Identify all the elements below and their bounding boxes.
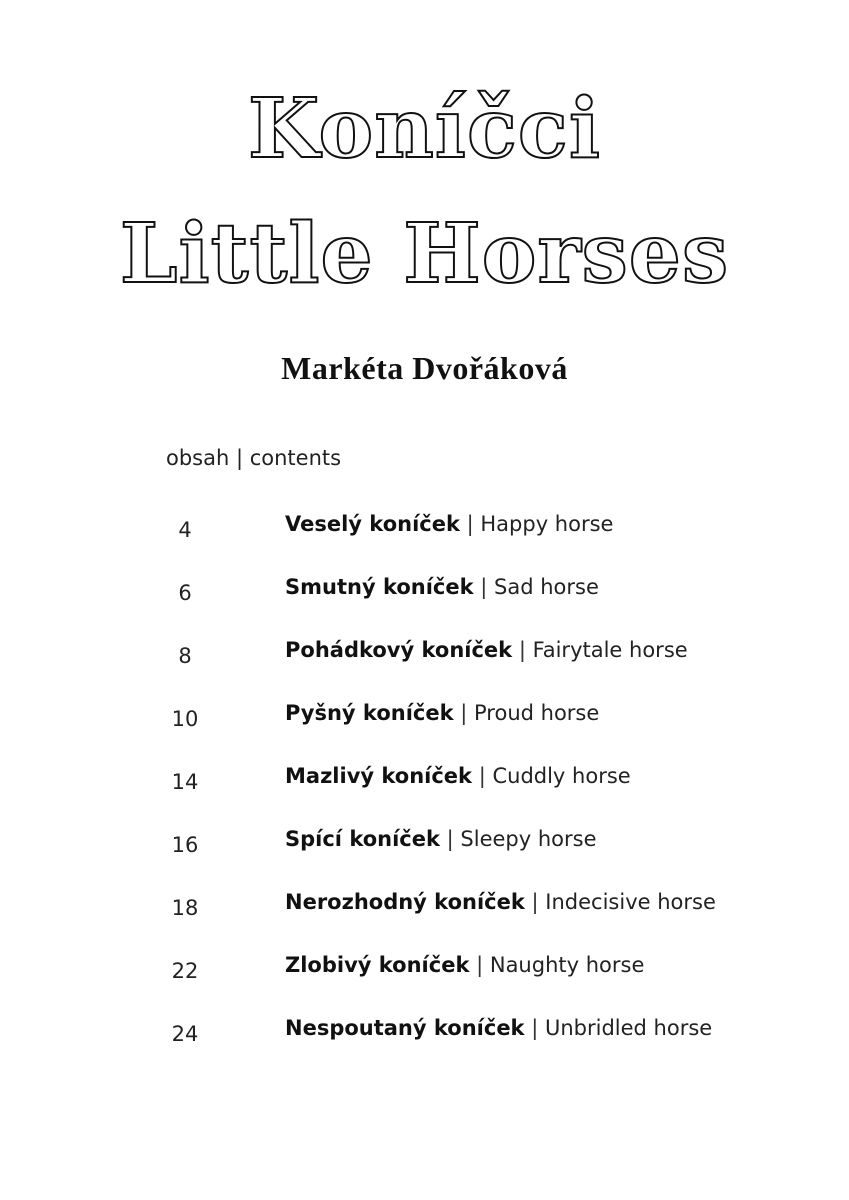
contents-entry [0,634,849,697]
contents-entry-title [285,512,613,537]
author-name: Markéta Dvořáková [281,350,568,386]
contents-entry-title [285,890,716,915]
entry-separator: | [480,575,488,599]
entry-separator: | [476,953,484,977]
contents-page-number: 16 [171,833,199,857]
entry-title-english: Sleepy horse [460,827,597,851]
entry-title-english: Naughty horse [489,953,645,977]
contents-heading: obsah | contents [166,446,342,470]
entry-title-english: Fairytale horse [532,638,688,662]
contents-entry [0,823,849,886]
entry-separator: | [460,701,468,725]
contents-page-number: 4 [178,518,192,542]
entry-separator: | [531,1016,539,1040]
entry-title-english: Indecisive horse [545,890,716,914]
contents-entry [0,697,849,760]
contents-entry [0,949,849,1012]
entry-title-czech: Pyšný koníček [285,701,454,725]
entry-title-english: Unbridled horse [544,1016,713,1040]
entry-title-czech: Spící koníček [285,827,440,851]
book-title-czech: Koníčci [248,81,601,177]
contents-entry-title [285,764,631,789]
entry-title-czech: Mazlivý koníček [285,764,473,788]
contents-entry-title [285,953,644,978]
contents-entry [0,760,849,823]
entry-title-english: Happy horse [480,512,614,536]
contents-page-number: 10 [171,707,199,731]
entry-separator: | [466,512,474,536]
entry-title-czech: Zlobivý koníček [285,953,470,977]
contents-entry [0,886,849,949]
entry-title-english: Proud horse [474,701,600,725]
entry-separator: | [531,890,539,914]
contents-entry-title [285,1016,712,1041]
contents-page-number: 14 [171,770,199,794]
book-title-english: Little Horses [119,206,730,302]
entry-title-english: Sad horse [494,575,599,599]
entry-title-czech: Pohádkový koníček [285,638,513,662]
contents-page-number: 22 [171,959,199,983]
contents-entry-title [285,701,599,726]
contents-page-number: 8 [178,644,192,668]
entry-title-czech: Veselý koníček [285,512,460,536]
contents-page-number: 6 [178,581,192,605]
entry-title-czech: Smutný koníček [285,575,474,599]
contents-entry [0,1012,849,1075]
entry-separator: | [518,638,526,662]
entry-separator: | [446,827,454,851]
contents-page-number: 24 [171,1022,199,1046]
entry-separator: | [478,764,486,788]
contents-entry-title [285,638,688,663]
entry-title-english: Cuddly horse [492,764,631,788]
contents-list [0,508,849,1075]
contents-entry-title [285,575,599,600]
contents-page-number: 18 [171,896,199,920]
entry-title-czech: Nespoutaný koníček [285,1016,525,1040]
entry-title-czech: Nerozhodný koníček [285,890,525,914]
contents-entry [0,508,849,571]
contents-entry [0,571,849,634]
contents-entry-title [285,827,597,852]
